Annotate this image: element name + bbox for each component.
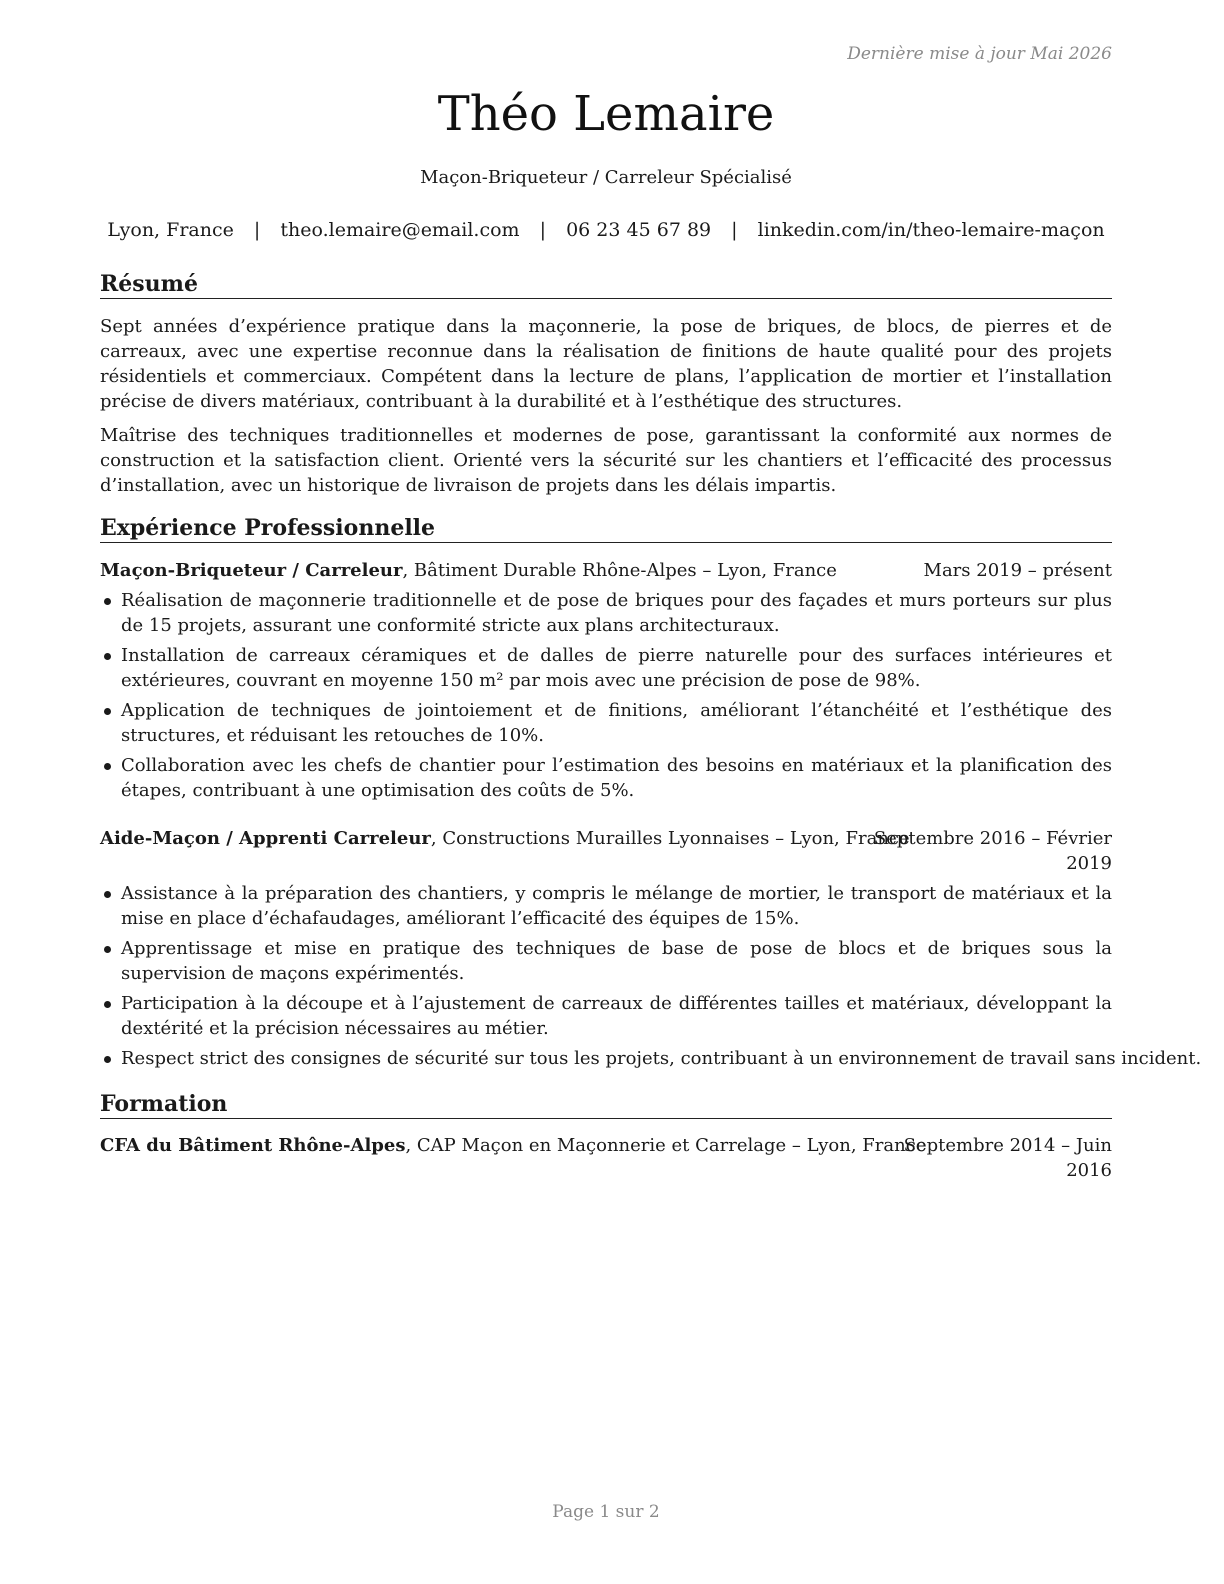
education-school-degree bbox=[100, 1133, 926, 1158]
job-dates-line-2: 2019 bbox=[1066, 853, 1112, 874]
contact-separator: | bbox=[253, 219, 261, 241]
list-item: Respect strict des consignes de sécurité sur tous les projets, contribuant à un environnement de travail sans incident. bbox=[100, 1046, 1112, 1071]
education-dates bbox=[904, 1133, 1112, 1183]
list-item: Assistance à la préparation des chantiers, y compris le mélange de mortier, le transport de matériaux et la mise en place d’échafaudages, améliorant l’efficacité des équipes de 15%. bbox=[100, 881, 1112, 931]
job-title-company bbox=[100, 558, 837, 583]
job-role: Aide-Maçon / Apprenti Carreleur bbox=[100, 828, 431, 849]
education-dates-line-1: Septembre 2014 – Juin bbox=[903, 1135, 1112, 1156]
resume-page bbox=[100, 0, 1202, 1584]
list-item: Participation à la découpe et à l’ajustement de carreaux de différentes tailles et matériaux, développant la dextérité et la précision nécessaires au métier. bbox=[100, 991, 1112, 1041]
contact-email[interactable]: theo.lemaire@email.com bbox=[280, 219, 520, 241]
job-bullets bbox=[100, 881, 1202, 1076]
contact-phone[interactable]: 06 23 45 67 89 bbox=[566, 219, 712, 241]
job-company: , Constructions Murailles Lyonnaises – Lyon, France bbox=[430, 828, 910, 849]
contact-separator: | bbox=[731, 219, 738, 241]
section-heading-education: Formation bbox=[100, 1091, 1112, 1119]
contact-separator: | bbox=[539, 219, 547, 241]
list-item: Application de techniques de jointoiement et de finitions, améliorant l’étanchéité et l’esthétique des structures, et réduisant les retouches de 10%. bbox=[100, 698, 1112, 748]
job-header bbox=[100, 826, 1112, 876]
job-title: Maçon-Briqueteur / Carreleur Spécialisé bbox=[420, 167, 792, 188]
education-degree: , CAP Maçon en Maçonnerie et Carrelage – Lyon, France bbox=[405, 1135, 927, 1156]
list-item: Collaboration avec les chefs de chantier pour l’estimation des besoins en matériaux et la planification des étapes, contribuant à une optimisation des coûts de 5%. bbox=[100, 753, 1112, 803]
contact-line bbox=[100, 219, 1112, 241]
list-item: Apprentissage et mise en pratique des techniques de base de pose de blocs et de briques sous la supervision de maçons expérimentés. bbox=[100, 936, 1112, 986]
list-item: Installation de carreaux céramiques et de dalles de pierre naturelle pour des surfaces intérieures et extérieures, couvrant en moyenne 150 m² par mois avec une précision de pose de 98%. bbox=[100, 643, 1112, 693]
job-dates bbox=[874, 826, 1112, 876]
education-school: CFA du Bâtiment Rhône-Alpes bbox=[100, 1135, 406, 1156]
job-title-company bbox=[100, 826, 910, 851]
job-dates: Mars 2019 – présent bbox=[923, 560, 1112, 581]
candidate-name: Théo Lemaire bbox=[437, 86, 775, 142]
summary-paragraph-2: Maîtrise des techniques traditionnelles et modernes de pose, garantissant la conformité aux normes de construction et la satisfaction client. Orienté vers la sécurité sur les chantiers et l’efficacité des processus d’installation, avec un historique de livraison de projets dans les délais impartis. bbox=[100, 425, 1112, 496]
job-dates-line-1: Septembre 2016 – Février bbox=[873, 828, 1112, 849]
section-heading-summary: Résumé bbox=[100, 271, 1112, 299]
job-header bbox=[100, 558, 1112, 583]
education-entry bbox=[100, 1133, 1112, 1183]
page-number: Page 1 sur 2 bbox=[552, 1502, 660, 1522]
contact-location: Lyon, France bbox=[107, 219, 234, 241]
section-heading-experience: Expérience Professionnelle bbox=[100, 515, 1112, 543]
job-company: , Bâtiment Durable Rhône-Alpes – Lyon, France bbox=[402, 560, 837, 581]
list-item: Réalisation de maçonnerie traditionnelle et de pose de briques pour des façades et murs porteurs sur plus de 15 projets, assurant une conformité stricte aux plans architecturaux. bbox=[100, 588, 1112, 638]
summary-paragraph-1: Sept années d’expérience pratique dans la maçonnerie, la pose de briques, de blocs, de pierres et de carreaux, avec une expertise reconnue dans la réalisation de finitions de haute qualité pour des projets résidentiels et commerciaux. Compétent dans la lecture de plans, l’application de mortier et l’installation précise de divers matériaux, contribuant à la durabilité et à l’esthétique des structures. bbox=[100, 316, 1112, 412]
education-dates-line-2: 2016 bbox=[1066, 1160, 1112, 1181]
contact-linkedin[interactable]: linkedin.com/in/theo-lemaire-maçon bbox=[757, 219, 1105, 241]
last-updated: Dernière mise à jour Mai 2026 bbox=[847, 44, 1112, 64]
job-bullets bbox=[100, 588, 1112, 808]
job-role: Maçon-Briqueteur / Carreleur bbox=[100, 560, 403, 581]
